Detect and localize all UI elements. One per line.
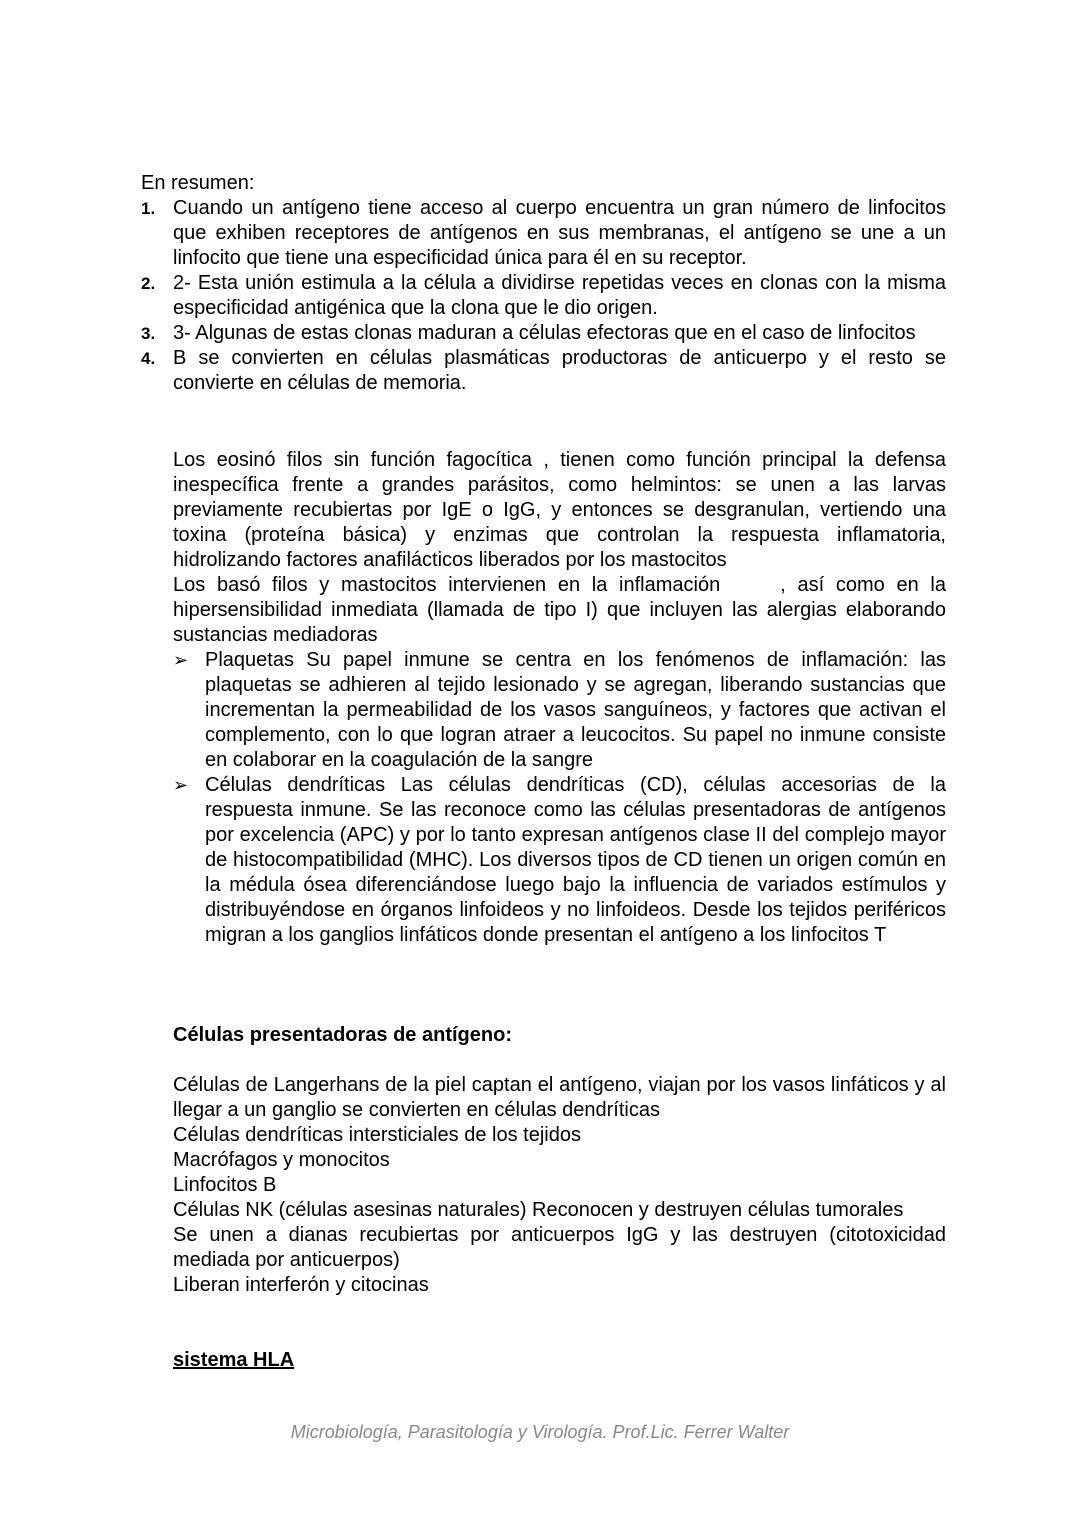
summary-step [141,271,946,321]
apc-line: Células de Langerhans de la piel captan el antígeno, viajan por los vasos linfáticos y al llegar a un ganglio se convierten en células dendríticas [173,1074,946,1121]
basophils-text-end: , así como en la hipersensibilidad inmediata (llamada de tipo I) que incluyen las alergias elaborando sustancias mediadoras [173,574,946,646]
summary-step [141,346,946,396]
bullet-text: Células dendríticas Las células dendríticas (CD), células accesorias de la respuesta inmune. Se las reconoce como las células presentadoras de antígenos por excelencia (APC) y por lo tanto expresan antígenos clase II del complejo mayor de histocompatibilidad (MHC). Los diversos tipos de CD tienen un origen común en la médula ósea diferenciándose luego bajo la influencia de variados estímulos y distribuyéndose en órganos linfoideos y no linfoideos. Desde los tejidos periféricos migran a los ganglios linfáticos donde presentan el antígeno a los linfocitos T [205,774,946,946]
bullet-item-dendritic-cells [173,773,946,948]
apc-line: Liberan interferón y citocinas [173,1274,429,1296]
step-number: 1. [141,199,156,218]
bullet-text: Plaquetas Su papel inmune se centra en los fenómenos de inflamación: las plaquetas se adhieren al tejido lesionado y se agregan, liberando sustancias que incrementan la permeabilidad de los vasos sanguíneos, y factores que activan el complemento, con lo que logran atraer a leucocitos. Su papel no inmune consiste en colaborar en la coagulación de la sangre [205,649,946,771]
summary-step [141,196,946,271]
basophils-text-start: Los basó filos y mastocitos intervienen en la inflamación [173,574,721,596]
bullet-item-platelets [173,648,946,773]
summary-step [141,321,946,346]
apc-list [173,1073,946,1298]
step-text: 2- Esta unión estimula a la célula a dividirse repetidas veces en clonas con la misma especificidad antigénica que la clona que le dio origen. [173,272,946,319]
hla-heading: sistema HLA [173,1349,295,1371]
basophils-paragraph [173,573,946,648]
apc-line: Se unen a dianas recubiertas por anticuerpos IgG y las destruyen (citotoxicidad mediada por anticuerpos) [173,1224,946,1271]
apc-line: Macrófagos y monocitos [173,1149,390,1171]
eosinophils-paragraph: Los eosinó filos sin función fagocítica , tienen como función principal la defensa inespecífica frente a grandes parásitos, como helmintos: se unen a las larvas previamente recubiertas por IgE o IgG, y entonces se desgranulan, vertiendo una toxina (proteína básica) y enzimas que controlan la respuesta inflamatoria, hidrolizando factores anafilácticos liberados por los mastocitos [173,449,946,571]
arrow-bullet-icon: ➢ [173,650,189,670]
apc-line: Linfocitos B [173,1174,277,1196]
step-text: 3- Algunas de estas clonas maduran a células efectoras que en el caso de linfocitos [173,322,916,344]
step-text: Cuando un antígeno tiene acceso al cuerpo encuentra un gran número de linfocitos que exhiben receptores de antígenos en sus membranas, el antígeno se une a un linfocito que tiene una especificidad única para él en su receptor. [173,197,946,269]
page-footer: Microbiología, Parasitología y Virología. Prof.Lic. Ferrer Walter [290,1422,790,1442]
step-text: B se convierten en células plasmáticas productoras de anticuerpo y el resto se convierte en células de memoria. [173,347,946,394]
step-number: 4. [141,349,156,368]
apc-heading: Células presentadoras de antígeno: [173,1024,512,1046]
summary-intro: En resumen: [141,172,255,194]
step-number: 3. [141,324,156,343]
step-number: 2. [141,274,156,293]
arrow-bullet-icon: ➢ [173,775,189,795]
apc-line: Células dendríticas intersticiales de los tejidos [173,1124,581,1146]
apc-line: Células NK (células asesinas naturales) Reconocen y destruyen células tumorales [173,1199,904,1221]
cell-types-bullet-list [173,648,946,948]
summary-steps-list [141,196,946,396]
